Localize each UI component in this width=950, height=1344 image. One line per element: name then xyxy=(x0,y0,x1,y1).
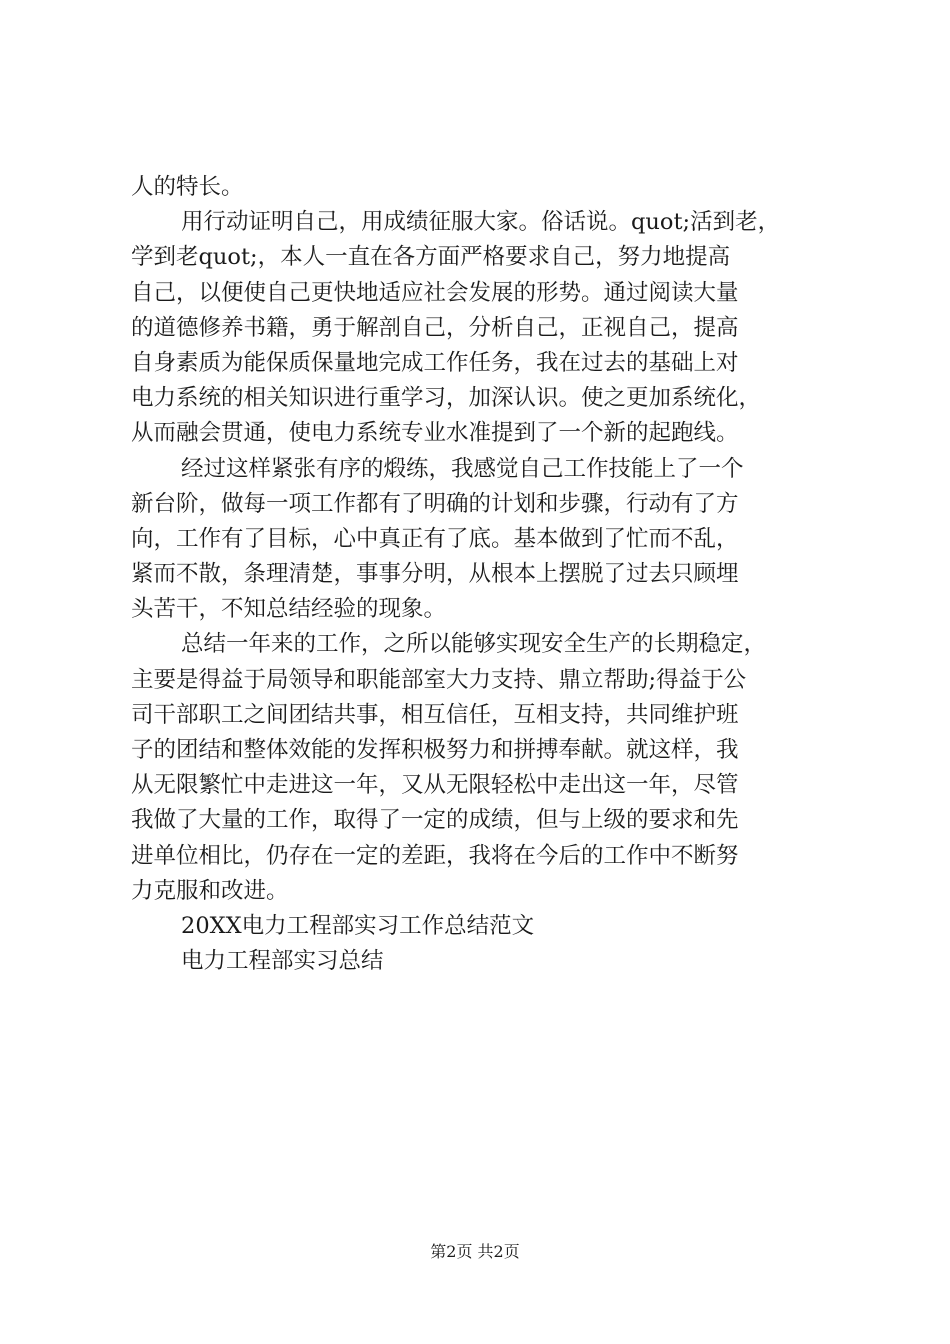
text-line: 司干部职工之间团结共事，相互信任，互相支持，共同维护班 xyxy=(131,701,739,728)
text-line: 电力工程部实习总结 xyxy=(181,948,384,975)
text-line: 主要是得益于局领导和职能部室大力支持、鼎立帮助;得益于公 xyxy=(131,666,747,693)
text-line: 向，工作有了目标，心中真正有了底。基本做到了忙而不乱， xyxy=(131,525,739,552)
text-line: 进单位相比，仍存在一定的差距，我将在今后的工作中不断努 xyxy=(131,842,739,869)
text-line: 紧而不散，条理清楚，事事分明，从根本上摆脱了过去只顾埋 xyxy=(131,561,739,588)
text-line: 我做了大量的工作，取得了一定的成绩，但与上级的要求和先 xyxy=(131,807,739,834)
text-line: 用行动证明自己，用成绩征服大家。俗话说。quot;活到老， xyxy=(181,209,781,236)
text-line: 的道德修养书籍，勇于解剖自己，分析自己，正视自己，提高 xyxy=(131,314,739,341)
text-line: 经过这样紧张有序的煅练，我感觉自己工作技能上了一个 xyxy=(181,455,744,482)
text-line: 力克服和改进。 xyxy=(131,877,289,904)
text-line: 自身素质为能保质保量地完成工作任务，我在过去的基础上对 xyxy=(131,349,739,376)
text-line: 学到老quot;，本人一直在各方面严格要求自己，努力地提高 xyxy=(131,244,731,271)
text-line: 电力系统的相关知识进行重学习，加深认识。使之更加系统化， xyxy=(131,385,762,412)
text-line: 头苦干，不知总结经验的现象。 xyxy=(131,596,447,623)
text-line: 人的特长。 xyxy=(131,174,244,200)
document-body xyxy=(131,170,831,979)
text-line: 子的团结和整体效能的发挥积极努力和拼搏奉献。就这样，我 xyxy=(131,737,739,763)
text-line: 总结一年来的工作，之所以能够实现安全生产的长期稳定， xyxy=(181,631,767,658)
page-footer: 第2页 共2页 xyxy=(430,1242,520,1261)
text-line: 从而融会贯通，使电力系统专业水准提到了一个新的起跑线。 xyxy=(131,420,739,447)
text-line: 20XX电力工程部实习工作总结范文 xyxy=(181,912,535,939)
text-line: 自己，以便使自己更快地适应社会发展的形势。通过阅读大量 xyxy=(131,279,739,306)
text-line: 从无限繁忙中走进这一年，又从无限轻松中走出这一年，尽管 xyxy=(131,772,739,799)
text-line: 新台阶，做每一项工作都有了明确的计划和步骤，行动有了方 xyxy=(131,490,739,517)
